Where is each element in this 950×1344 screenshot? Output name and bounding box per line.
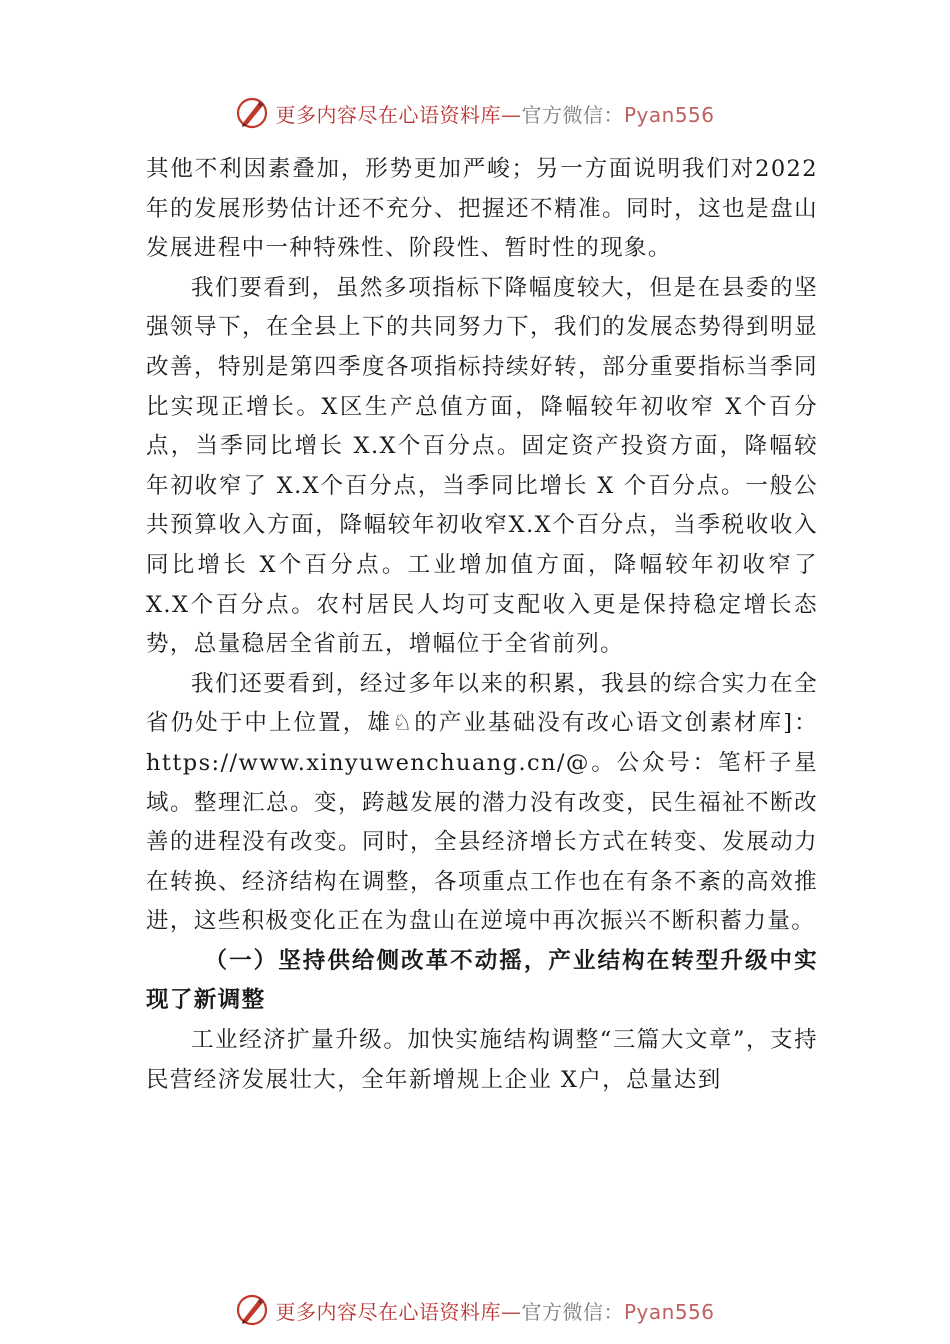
pen-logo-icon [235, 96, 269, 130]
pen-logo-icon [235, 1293, 269, 1327]
watermark-main: 更多内容尽在心语资料库 [275, 102, 501, 127]
watermark-dash: — [500, 102, 522, 127]
watermark-official-label: 官方微信： [521, 1299, 624, 1324]
watermark-official-label: 官方微信： [521, 102, 624, 127]
watermark-wechat-id: Pyan556 [623, 1299, 715, 1324]
watermark-footer [0, 1290, 950, 1330]
watermark-text [275, 1296, 714, 1325]
watermark-dash: — [500, 1299, 522, 1324]
watermark-header [0, 93, 950, 133]
watermark-main: 更多内容尽在心语资料库 [275, 1299, 501, 1324]
paragraph-3: 我们还要看到，经过多年以来的积累，我县的综合实力在全省仍处于中上位置，雄♘的产业基础没有改心语文创素材库]：https://www.xinyuwenchuang.cn/@。公众号：笔杆子星域。整理汇总。变，跨越发展的潜力没有改变，民生福祉不断改善的进程没有改变。同时，全县经济增长方式在转变、发展动力在转换、经济结构在调整，各项重点工作也在有条不紊的高效推进，这些积极变化正在为盘山在逆境中再次振兴不断积蓄力量。 [146, 670, 818, 935]
watermark-text [275, 99, 714, 128]
paragraph-1: 其他不利因素叠加，形势更加严峻；另一方面说明我们对2022年的发展形势估计还不充分、把握还不精准。同时，这也是盘山发展进程中一种特殊性、阶段性、暂时性的现象。 [146, 156, 818, 262]
watermark-wechat-id: Pyan556 [623, 102, 715, 127]
section-heading: （一）坚持供给侧改革不动摇，产业结构在转型升级中实现了新调整 [146, 947, 818, 1014]
paragraph-2: 我们要看到，虽然多项指标下降幅度较大，但是在县委的坚强领导下，在全县上下的共同努力下，我们的发展态势得到明显改善，特别是第四季度各项指标持续好转，部分重要指标当季同比实现正增长。X区生产总值方面，降幅较年初收窄 X个百分点，当季同比增长 X.X个百分点。固定资产投资方面，降幅较年初收窄了 X.X个百分点，当季同比增长 X 个百分点。一般公共预算收入方面，降幅较年初收窄X.X个百分点，当季税收收入同比增长 X个百分点。工业增加值方面，降幅较年初收窄了 X.X个百分点。农村居民人均可支配收入更是保持稳定增长态势，总量稳居全省前五，增幅位于全省前列。 [146, 274, 818, 658]
paragraph-4: 工业经济扩量升级。加快实施结构调整“三篇大文章”，支持民营经济发展壮大，全年新增规上企业 X户，总量达到 [146, 1027, 818, 1093]
document-body [146, 150, 818, 1100]
